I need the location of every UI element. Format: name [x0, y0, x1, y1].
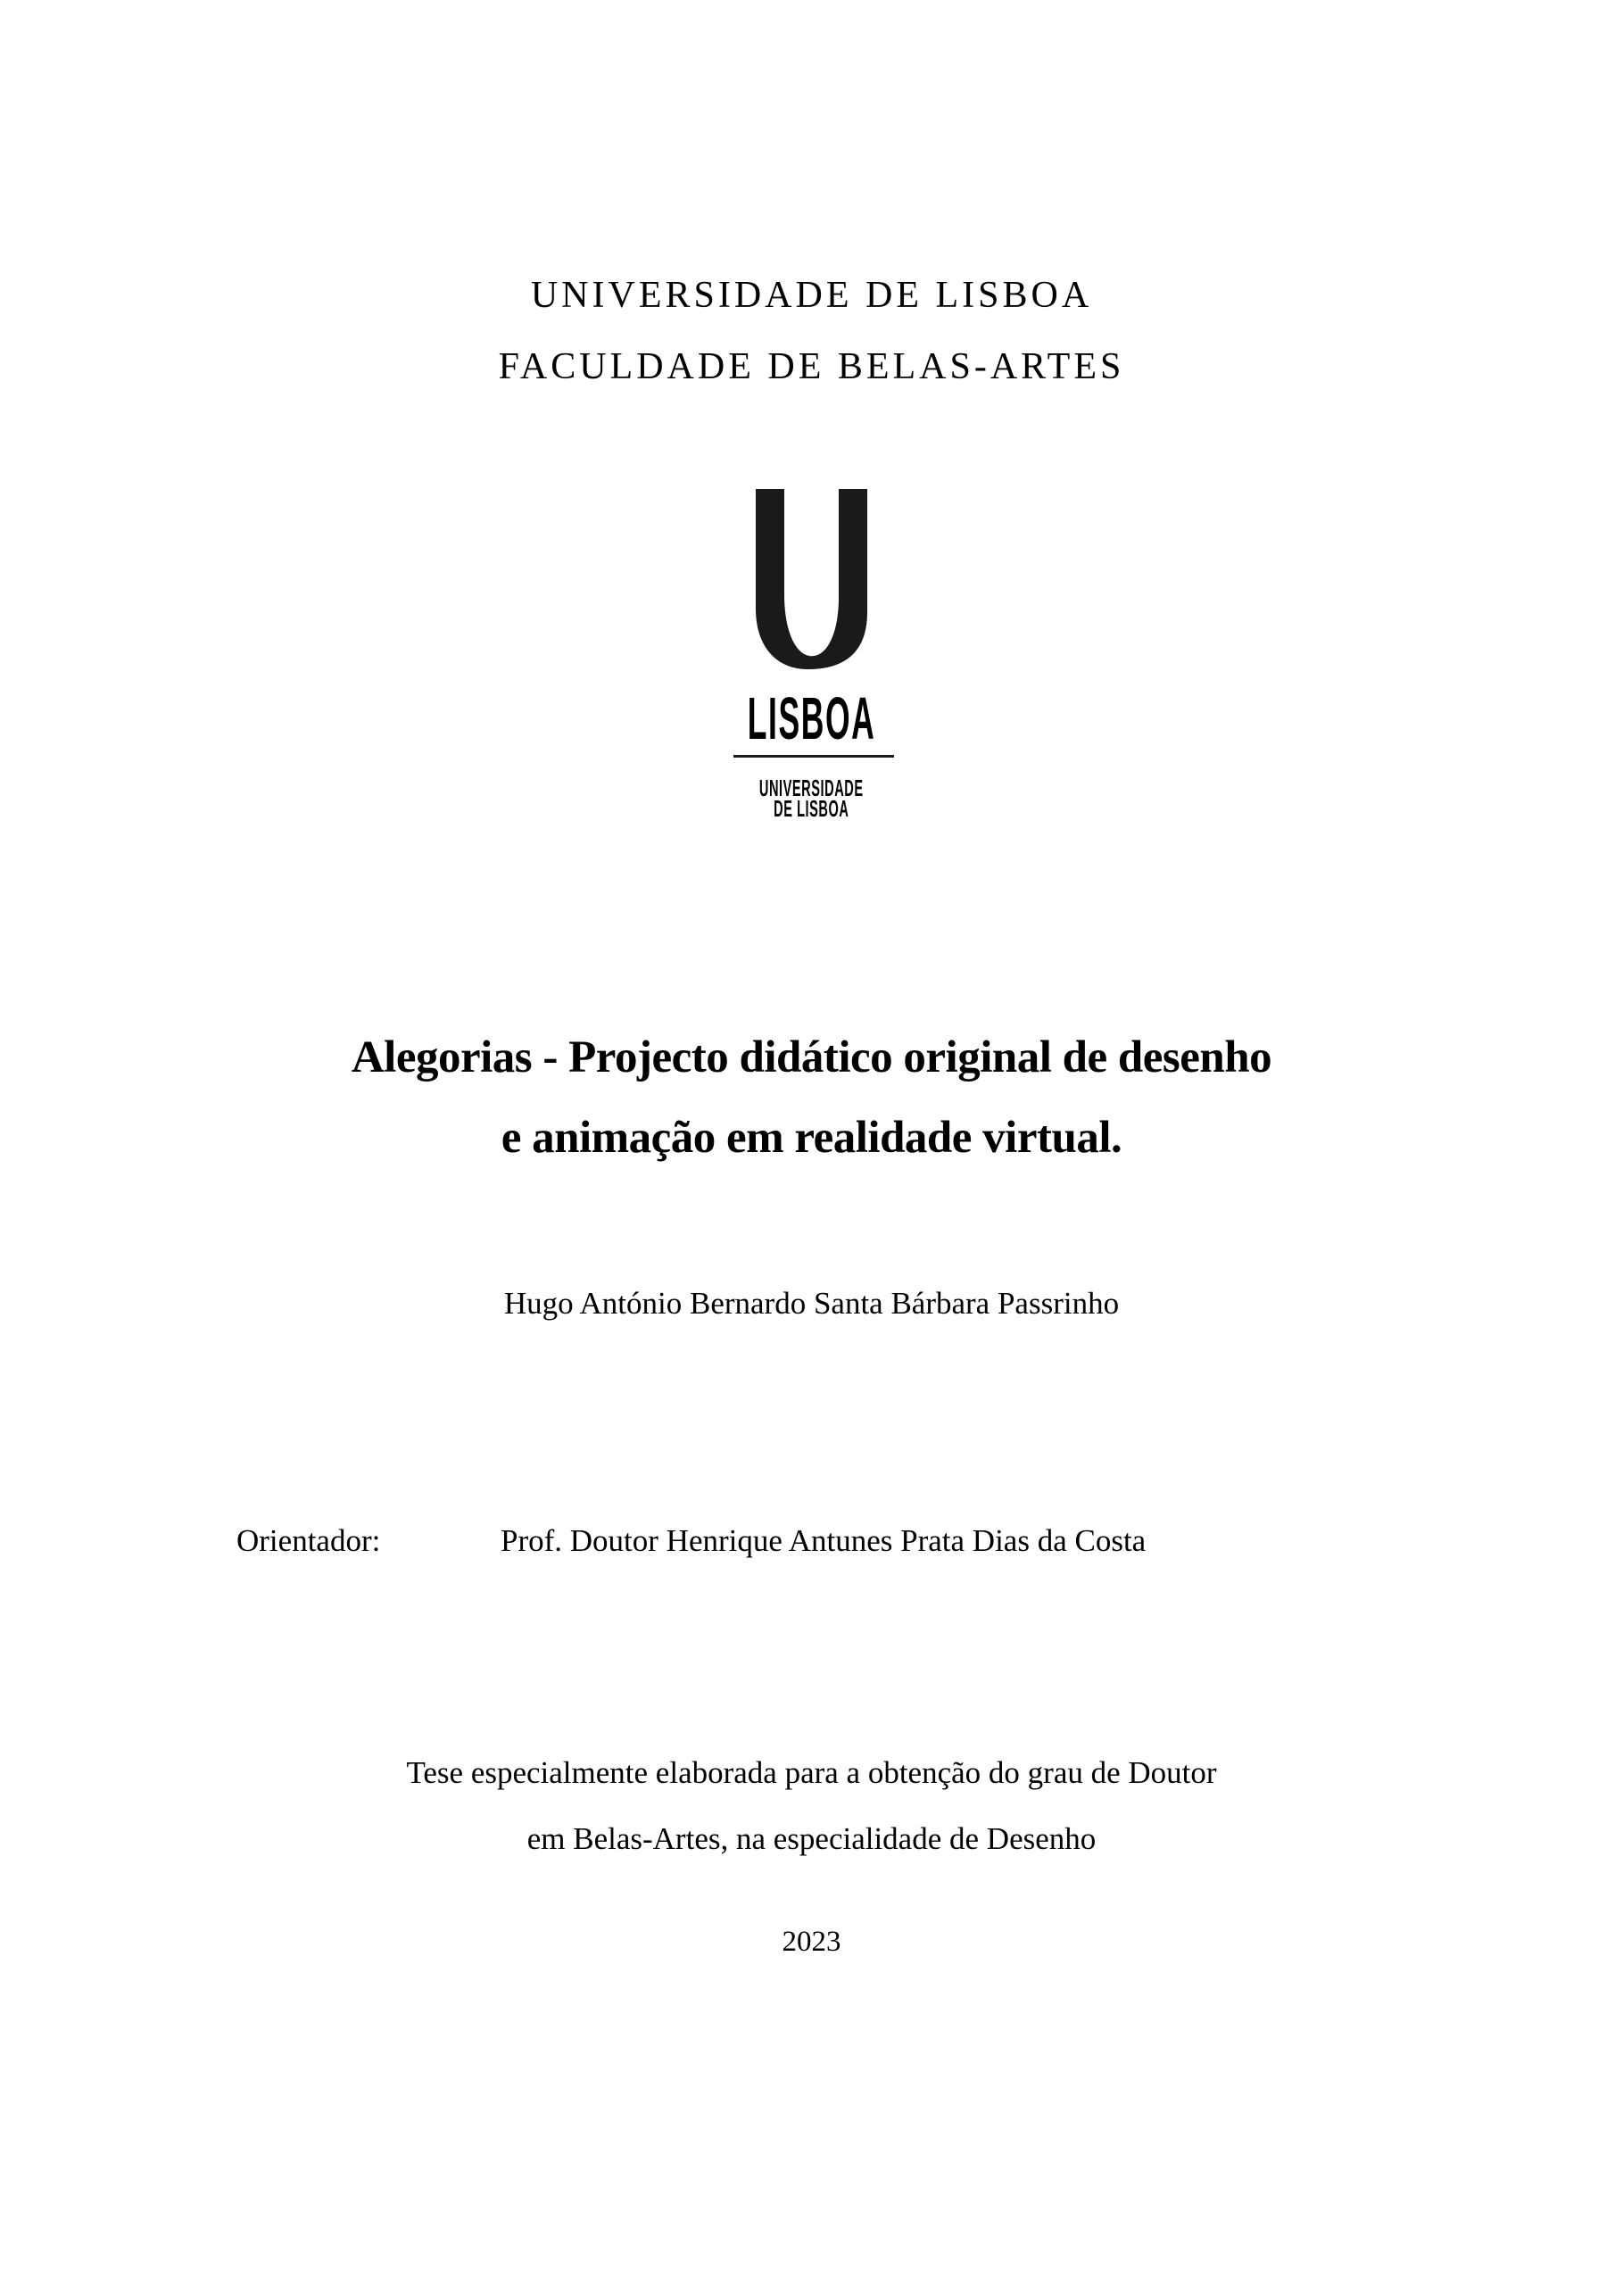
- author-name: Hugo António Bernardo Santa Bárbara Passrinho: [503, 1286, 1120, 1321]
- thesis-title-line1: Alegorias - Projecto didático original de desenho: [351, 1032, 1272, 1082]
- logo-wordmark-row: [0, 685, 1623, 752]
- logo-wordmark: LISBOA: [747, 685, 876, 752]
- degree-statement-line1: Tese especialmente elaborada para a obtenção do grau de Doutor: [406, 1755, 1217, 1790]
- university-name: UNIVERSIDADE DE LISBOA: [530, 275, 1093, 316]
- degree-statement-line2: em Belas-Artes, na especialidade de Desenho: [526, 1821, 1097, 1856]
- logo-subtext-line2: DE LISBOA: [774, 795, 849, 822]
- logo-divider: [733, 755, 894, 758]
- publication-year: 2023: [782, 1926, 841, 1958]
- advisor-label: Orientador:: [236, 1523, 381, 1558]
- logo-subtext-line1: UNIVERSIDADE: [759, 775, 864, 801]
- faculty-name: FACULDADE DE BELAS-ARTES: [498, 346, 1125, 387]
- ulisboa-u-icon: [756, 489, 867, 669]
- advisor-name: Prof. Doutor Henrique Antunes Prata Dias da Costa: [501, 1523, 1147, 1558]
- logo-subtext-row-2: [0, 797, 1623, 820]
- thesis-title-line2: e animação em realidade virtual.: [501, 1113, 1122, 1163]
